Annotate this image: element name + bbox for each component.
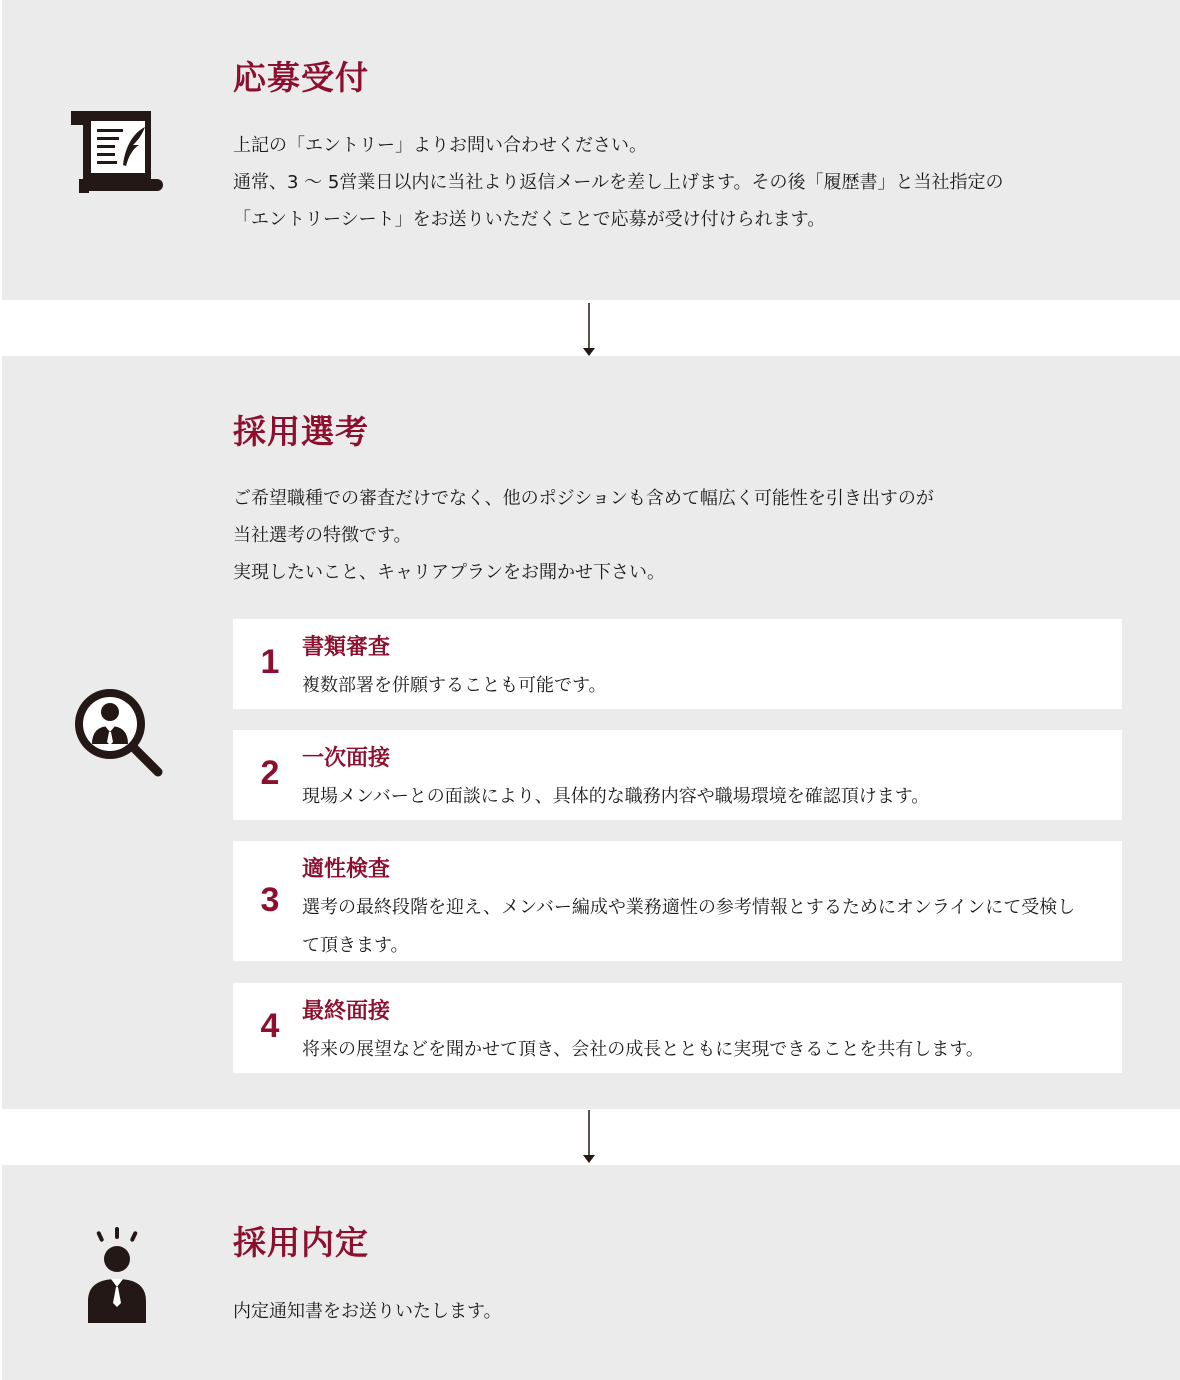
selection-section: [2, 356, 1180, 1109]
step-number: 1: [260, 643, 280, 681]
selection-line-3: 実現したいこと、キャリアプランをお聞かせ下さい。: [233, 562, 665, 583]
step-description: 選考の最終段階を迎え、メンバー編成や業務適性の参考情報とするためにオンラインにて受検して頂きます。: [302, 897, 1076, 956]
step-title: 書類審査: [302, 635, 391, 660]
step-number: 3: [260, 881, 280, 919]
arrow-down-icon: [582, 1110, 596, 1164]
step-card: [233, 841, 1122, 961]
person-offer-icon: [82, 1225, 152, 1325]
selection-body: [233, 480, 934, 591]
step-description: 将来の展望などを聞かせて頂き、会社の成長とともに実現できることを共有します。: [302, 1039, 984, 1060]
offer-body: [233, 1293, 502, 1330]
application-line-1: 上記の「エントリー」よりお問い合わせください。: [233, 135, 647, 156]
person-search-icon: [70, 684, 166, 780]
application-body: [233, 127, 1004, 238]
arrow-down-icon: [582, 303, 596, 357]
offer-section: [2, 1165, 1180, 1380]
step-description: 複数部署を併願することも可能です。: [302, 675, 607, 696]
step-title: 一次面接: [302, 746, 391, 771]
application-line-3: 「エントリーシート」をお送りいただくことで応募が受け付けられます。: [233, 209, 826, 230]
step-number: 2: [260, 754, 280, 792]
step-title: 適性検査: [302, 857, 391, 882]
step-number: 4: [260, 1007, 280, 1045]
application-line-2: 通常、3 〜 5営業日以内に当社より返信メールを差し上げます。その後「履歴書」と当社指定の: [233, 172, 1004, 193]
selection-line-1: ご希望職種での審査だけでなく、他のポジションも含めて幅広く可能性を引き出すのが: [233, 488, 934, 509]
selection-line-2: 当社選考の特徴です。: [233, 525, 412, 546]
step-card: [233, 730, 1122, 820]
step-title: 最終面接: [302, 999, 391, 1024]
offer-title: 採用内定: [233, 1223, 369, 1262]
application-section: [2, 0, 1180, 300]
step-card: [233, 619, 1122, 709]
selection-title: 採用選考: [233, 412, 369, 451]
step-description: 現場メンバーとの面談により、具体的な職務内容や職場環境を確認頂けます。: [302, 786, 930, 807]
application-title: 応募受付: [233, 58, 369, 97]
step-card: [233, 983, 1122, 1073]
scroll-quill-icon: [67, 105, 167, 197]
offer-line-1: 内定通知書をお送りいたします。: [233, 1301, 502, 1322]
